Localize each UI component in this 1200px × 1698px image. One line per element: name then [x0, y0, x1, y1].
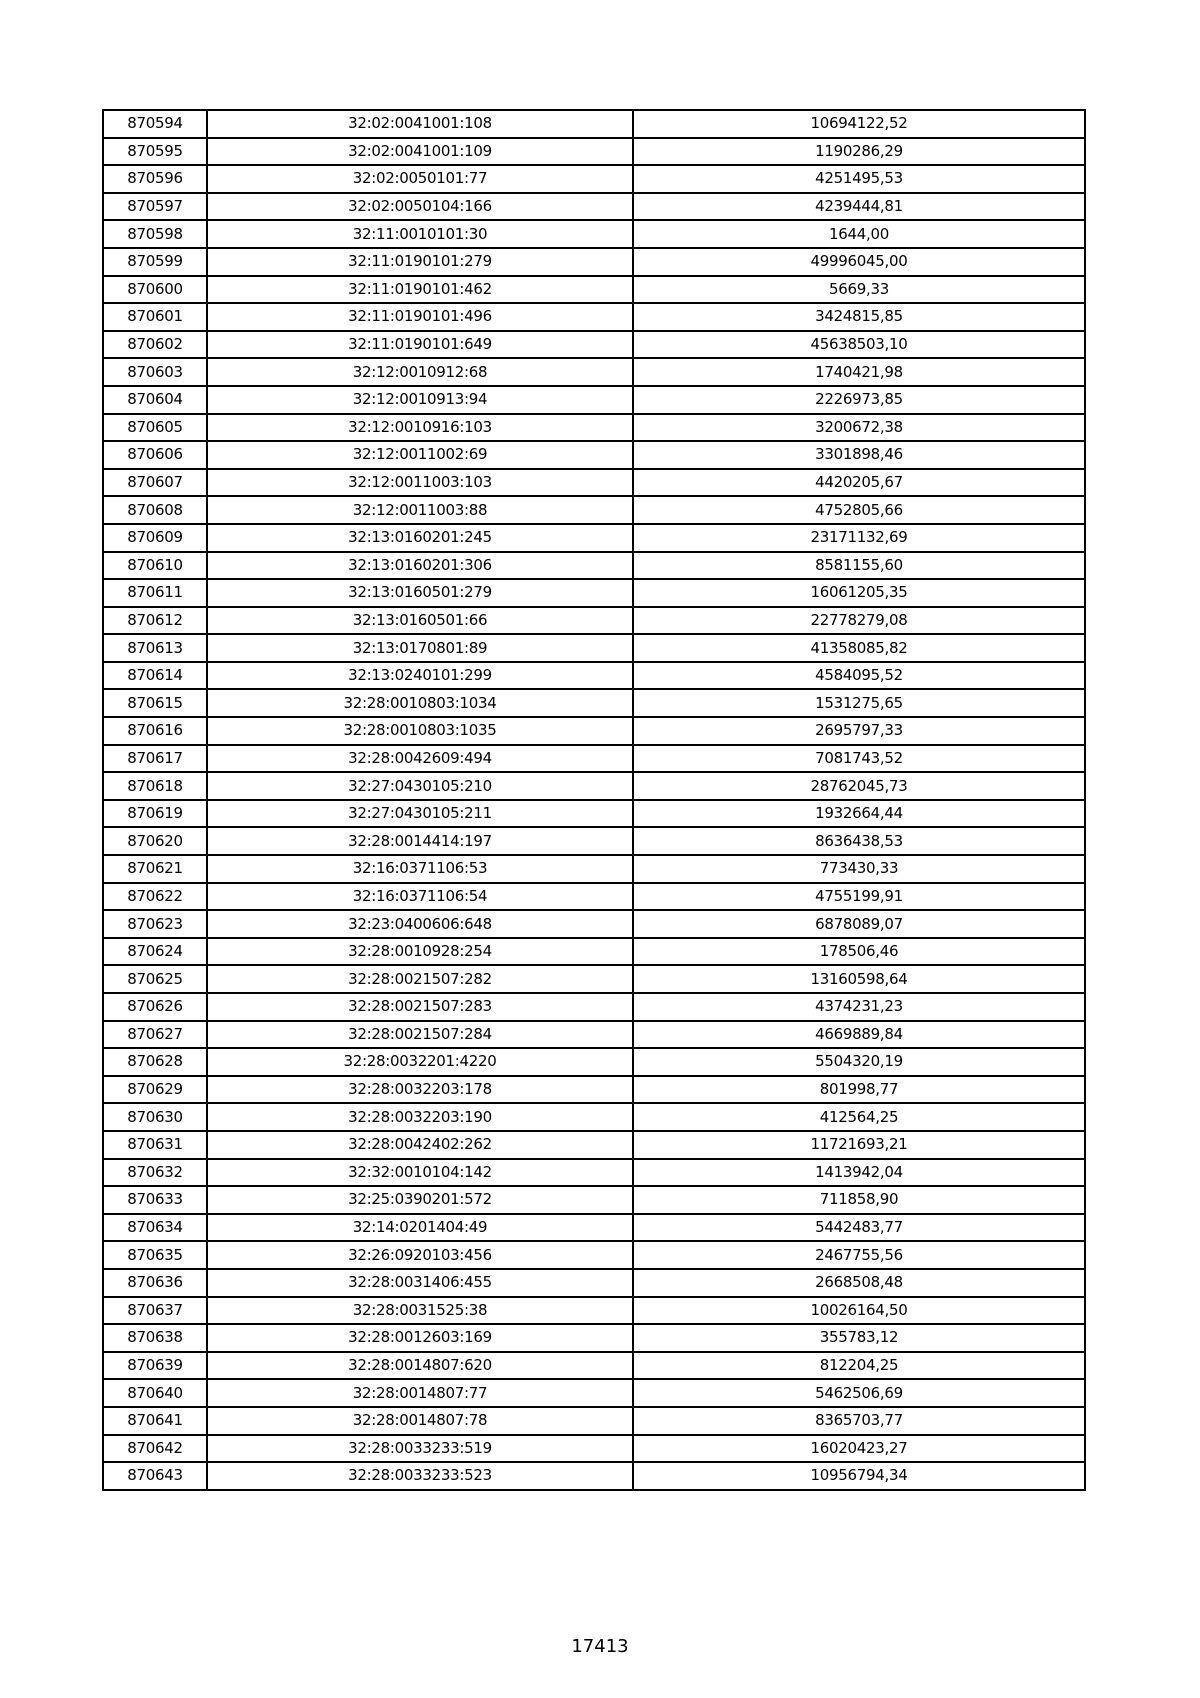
row-number-cell: 870608 — [103, 496, 207, 524]
cadastral-number-cell: 32:28:0033233:523 — [207, 1462, 633, 1490]
table-row — [103, 689, 1085, 717]
row-number-cell: 870606 — [103, 441, 207, 469]
value-cell: 4752805,66 — [633, 496, 1085, 524]
value-cell: 812204,25 — [633, 1352, 1085, 1380]
value-cell: 8636438,53 — [633, 827, 1085, 855]
cadastral-number-cell: 32:28:0031525:38 — [207, 1297, 633, 1325]
row-number-cell: 870597 — [103, 193, 207, 221]
table-row — [103, 1435, 1085, 1463]
cadastral-number-cell: 32:28:0021507:284 — [207, 1021, 633, 1049]
value-cell: 773430,33 — [633, 855, 1085, 883]
table-row — [103, 772, 1085, 800]
row-number-cell: 870637 — [103, 1297, 207, 1325]
value-cell: 3200672,38 — [633, 414, 1085, 442]
row-number-cell: 870602 — [103, 331, 207, 359]
value-cell: 412564,25 — [633, 1103, 1085, 1131]
row-number-cell: 870639 — [103, 1352, 207, 1380]
value-cell: 2695797,33 — [633, 717, 1085, 745]
cadastral-number-cell: 32:13:0160201:306 — [207, 552, 633, 580]
row-number-cell: 870632 — [103, 1159, 207, 1187]
value-cell: 2226973,85 — [633, 386, 1085, 414]
value-cell: 2668508,48 — [633, 1269, 1085, 1297]
row-number-cell: 870594 — [103, 110, 207, 138]
row-number-cell: 870619 — [103, 800, 207, 828]
cadastral-number-cell: 32:11:0190101:462 — [207, 276, 633, 304]
table-row — [103, 331, 1085, 359]
table-row — [103, 552, 1085, 580]
row-number-cell: 870640 — [103, 1379, 207, 1407]
row-number-cell: 870607 — [103, 469, 207, 497]
cadastral-number-cell: 32:12:0011002:69 — [207, 441, 633, 469]
table-row — [103, 386, 1085, 414]
row-number-cell: 870633 — [103, 1186, 207, 1214]
table-row — [103, 1379, 1085, 1407]
row-number-cell: 870604 — [103, 386, 207, 414]
row-number-cell: 870601 — [103, 303, 207, 331]
value-cell: 11721693,21 — [633, 1131, 1085, 1159]
cadastral-number-cell: 32:13:0160201:245 — [207, 524, 633, 552]
row-number-cell: 870595 — [103, 138, 207, 166]
table-row — [103, 938, 1085, 966]
table-row — [103, 1186, 1085, 1214]
cadastral-number-cell: 32:28:0021507:283 — [207, 993, 633, 1021]
data-table — [102, 109, 1086, 1491]
cadastral-number-cell: 32:28:0010803:1034 — [207, 689, 633, 717]
value-cell: 8365703,77 — [633, 1407, 1085, 1435]
value-cell: 22778279,08 — [633, 607, 1085, 635]
table-row — [103, 276, 1085, 304]
value-cell: 13160598,64 — [633, 965, 1085, 993]
value-cell: 45638503,10 — [633, 331, 1085, 359]
cadastral-number-cell: 32:12:0010916:103 — [207, 414, 633, 442]
cadastral-number-cell: 32:28:0010803:1035 — [207, 717, 633, 745]
cadastral-number-cell: 32:02:0050101:77 — [207, 165, 633, 193]
value-cell: 23171132,69 — [633, 524, 1085, 552]
value-cell: 3301898,46 — [633, 441, 1085, 469]
value-cell: 28762045,73 — [633, 772, 1085, 800]
table-row — [103, 1048, 1085, 1076]
value-cell: 1190286,29 — [633, 138, 1085, 166]
cadastral-number-cell: 32:28:0014807:77 — [207, 1379, 633, 1407]
table-row — [103, 1214, 1085, 1242]
cadastral-number-cell: 32:28:0012603:169 — [207, 1324, 633, 1352]
row-number-cell: 870603 — [103, 358, 207, 386]
value-cell: 41358085,82 — [633, 634, 1085, 662]
table-row — [103, 1462, 1085, 1490]
row-number-cell: 870618 — [103, 772, 207, 800]
row-number-cell: 870621 — [103, 855, 207, 883]
value-cell: 4584095,52 — [633, 662, 1085, 690]
cadastral-number-cell: 32:11:0190101:279 — [207, 248, 633, 276]
cadastral-number-cell: 32:02:0050104:166 — [207, 193, 633, 221]
value-cell: 1531275,65 — [633, 689, 1085, 717]
table-row — [103, 883, 1085, 911]
cadastral-number-cell: 32:13:0170801:89 — [207, 634, 633, 662]
cadastral-number-cell: 32:32:0010104:142 — [207, 1159, 633, 1187]
value-cell: 5669,33 — [633, 276, 1085, 304]
table-row — [103, 110, 1085, 138]
row-number-cell: 870599 — [103, 248, 207, 276]
cadastral-number-cell: 32:25:0390201:572 — [207, 1186, 633, 1214]
row-number-cell: 870613 — [103, 634, 207, 662]
table-row — [103, 745, 1085, 773]
row-number-cell: 870636 — [103, 1269, 207, 1297]
value-cell: 4374231,23 — [633, 993, 1085, 1021]
table-row — [103, 1269, 1085, 1297]
value-cell: 10026164,50 — [633, 1297, 1085, 1325]
table-row — [103, 800, 1085, 828]
table-row — [103, 138, 1085, 166]
cadastral-number-cell: 32:28:0031406:455 — [207, 1269, 633, 1297]
table-row — [103, 441, 1085, 469]
value-cell: 801998,77 — [633, 1076, 1085, 1104]
value-cell: 16061205,35 — [633, 579, 1085, 607]
cadastral-number-cell: 32:12:0010913:94 — [207, 386, 633, 414]
value-cell: 2467755,56 — [633, 1241, 1085, 1269]
row-number-cell: 870600 — [103, 276, 207, 304]
table-row — [103, 524, 1085, 552]
table-row — [103, 1324, 1085, 1352]
table-row — [103, 220, 1085, 248]
row-number-cell: 870596 — [103, 165, 207, 193]
table-row — [103, 993, 1085, 1021]
row-number-cell: 870598 — [103, 220, 207, 248]
table-row — [103, 248, 1085, 276]
table-row — [103, 717, 1085, 745]
value-cell: 178506,46 — [633, 938, 1085, 966]
data-table-container — [102, 109, 1084, 1491]
table-row — [103, 1131, 1085, 1159]
cadastral-number-cell: 32:27:0430105:210 — [207, 772, 633, 800]
row-number-cell: 870620 — [103, 827, 207, 855]
cadastral-number-cell: 32:26:0920103:456 — [207, 1241, 633, 1269]
cadastral-number-cell: 32:16:0371106:53 — [207, 855, 633, 883]
table-row — [103, 1021, 1085, 1049]
row-number-cell: 870624 — [103, 938, 207, 966]
row-number-cell: 870642 — [103, 1435, 207, 1463]
row-number-cell: 870626 — [103, 993, 207, 1021]
table-row — [103, 1076, 1085, 1104]
value-cell: 3424815,85 — [633, 303, 1085, 331]
table-row — [103, 414, 1085, 442]
table-body — [103, 110, 1085, 1490]
row-number-cell: 870634 — [103, 1214, 207, 1242]
value-cell: 4239444,81 — [633, 193, 1085, 221]
cadastral-number-cell: 32:13:0240101:299 — [207, 662, 633, 690]
row-number-cell: 870635 — [103, 1241, 207, 1269]
table-row — [103, 1159, 1085, 1187]
table-row — [103, 1241, 1085, 1269]
value-cell: 4420205,67 — [633, 469, 1085, 497]
cadastral-number-cell: 32:11:0010101:30 — [207, 220, 633, 248]
row-number-cell: 870630 — [103, 1103, 207, 1131]
row-number-cell: 870615 — [103, 689, 207, 717]
row-number-cell: 870631 — [103, 1131, 207, 1159]
row-number-cell: 870641 — [103, 1407, 207, 1435]
table-row — [103, 496, 1085, 524]
table-row — [103, 910, 1085, 938]
cadastral-number-cell: 32:02:0041001:108 — [207, 110, 633, 138]
table-row — [103, 579, 1085, 607]
cadastral-number-cell: 32:28:0014414:197 — [207, 827, 633, 855]
table-row — [103, 1352, 1085, 1380]
cadastral-number-cell: 32:28:0033233:519 — [207, 1435, 633, 1463]
cadastral-number-cell: 32:28:0014807:620 — [207, 1352, 633, 1380]
value-cell: 10694122,52 — [633, 110, 1085, 138]
cadastral-number-cell: 32:28:0010928:254 — [207, 938, 633, 966]
value-cell: 355783,12 — [633, 1324, 1085, 1352]
value-cell: 5462506,69 — [633, 1379, 1085, 1407]
row-number-cell: 870616 — [103, 717, 207, 745]
row-number-cell: 870643 — [103, 1462, 207, 1490]
cadastral-number-cell: 32:28:0032203:178 — [207, 1076, 633, 1104]
value-cell: 16020423,27 — [633, 1435, 1085, 1463]
cadastral-number-cell: 32:12:0011003:103 — [207, 469, 633, 497]
table-row — [103, 827, 1085, 855]
row-number-cell: 870628 — [103, 1048, 207, 1076]
row-number-cell: 870622 — [103, 883, 207, 911]
cadastral-number-cell: 32:28:0042402:262 — [207, 1131, 633, 1159]
cadastral-number-cell: 32:23:0400606:648 — [207, 910, 633, 938]
row-number-cell: 870629 — [103, 1076, 207, 1104]
value-cell: 10956794,34 — [633, 1462, 1085, 1490]
cadastral-number-cell: 32:11:0190101:649 — [207, 331, 633, 359]
cadastral-number-cell: 32:28:0032203:190 — [207, 1103, 633, 1131]
value-cell: 1740421,98 — [633, 358, 1085, 386]
table-row — [103, 165, 1085, 193]
table-row — [103, 1407, 1085, 1435]
cadastral-number-cell: 32:13:0160501:66 — [207, 607, 633, 635]
cadastral-number-cell: 32:14:0201404:49 — [207, 1214, 633, 1242]
value-cell: 5504320,19 — [633, 1048, 1085, 1076]
page-number: 17413 — [571, 1636, 629, 1657]
row-number-cell: 870614 — [103, 662, 207, 690]
value-cell: 1932664,44 — [633, 800, 1085, 828]
cadastral-number-cell: 32:28:0032201:4220 — [207, 1048, 633, 1076]
cadastral-number-cell: 32:28:0021507:282 — [207, 965, 633, 993]
table-row — [103, 303, 1085, 331]
row-number-cell: 870623 — [103, 910, 207, 938]
table-row — [103, 634, 1085, 662]
value-cell: 1413942,04 — [633, 1159, 1085, 1187]
row-number-cell: 870627 — [103, 1021, 207, 1049]
row-number-cell: 870605 — [103, 414, 207, 442]
cadastral-number-cell: 32:12:0010912:68 — [207, 358, 633, 386]
value-cell: 49996045,00 — [633, 248, 1085, 276]
row-number-cell: 870638 — [103, 1324, 207, 1352]
value-cell: 4755199,91 — [633, 883, 1085, 911]
cadastral-number-cell: 32:27:0430105:211 — [207, 800, 633, 828]
table-row — [103, 607, 1085, 635]
value-cell: 5442483,77 — [633, 1214, 1085, 1242]
cadastral-number-cell: 32:12:0011003:88 — [207, 496, 633, 524]
cadastral-number-cell: 32:02:0041001:109 — [207, 138, 633, 166]
row-number-cell: 870617 — [103, 745, 207, 773]
table-row — [103, 662, 1085, 690]
row-number-cell: 870610 — [103, 552, 207, 580]
table-row — [103, 469, 1085, 497]
row-number-cell: 870625 — [103, 965, 207, 993]
row-number-cell: 870609 — [103, 524, 207, 552]
row-number-cell: 870611 — [103, 579, 207, 607]
cadastral-number-cell: 32:13:0160501:279 — [207, 579, 633, 607]
table-row — [103, 1297, 1085, 1325]
cadastral-number-cell: 32:16:0371106:54 — [207, 883, 633, 911]
table-row — [103, 855, 1085, 883]
cadastral-number-cell: 32:28:0014807:78 — [207, 1407, 633, 1435]
table-row — [103, 965, 1085, 993]
table-row — [103, 358, 1085, 386]
table-row — [103, 1103, 1085, 1131]
table-row — [103, 193, 1085, 221]
value-cell: 8581155,60 — [633, 552, 1085, 580]
value-cell: 1644,00 — [633, 220, 1085, 248]
value-cell: 4669889,84 — [633, 1021, 1085, 1049]
value-cell: 7081743,52 — [633, 745, 1085, 773]
row-number-cell: 870612 — [103, 607, 207, 635]
value-cell: 711858,90 — [633, 1186, 1085, 1214]
cadastral-number-cell: 32:11:0190101:496 — [207, 303, 633, 331]
cadastral-number-cell: 32:28:0042609:494 — [207, 745, 633, 773]
value-cell: 6878089,07 — [633, 910, 1085, 938]
value-cell: 4251495,53 — [633, 165, 1085, 193]
